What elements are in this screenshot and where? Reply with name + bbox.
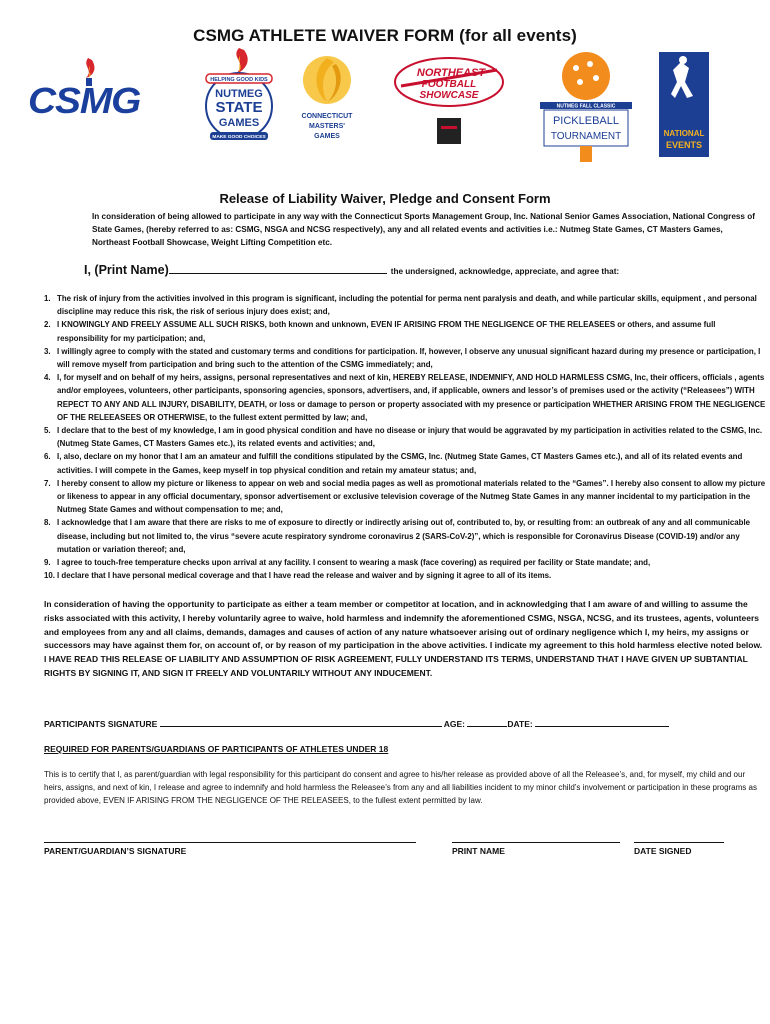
consideration-paragraph: [44, 598, 766, 681]
svg-text:GAMES: GAMES: [218, 117, 260, 129]
connecticut-masters-games-logo: [292, 52, 362, 152]
csmg-wordmark: CSMG: [28, 80, 141, 121]
pickleball-tournament-logo: [540, 50, 632, 162]
form-subtitle: Release of Liability Waiver, Pledge and Consent Form: [219, 191, 551, 206]
list-item: 10. I declare that I have personal medical coverage and that I have read the release and waiver and by signing it agree to all of its items.: [44, 571, 552, 581]
participant-signature-field[interactable]: [160, 717, 442, 727]
date-signed-label: DATE SIGNED: [634, 846, 692, 856]
print-name-suffix: the undersigned, acknowledge, appreciate, and agree that:: [390, 267, 620, 276]
svg-text:NUTMEG FALL CLASSIC: NUTMEG FALL CLASSIC: [556, 103, 616, 110]
print-name-field[interactable]: [169, 263, 387, 274]
list-item: 3. I willingly agree to comply with the stated and customary terms and conditions for participation. If, however, I observe any unusual significant hazard during my presence or participation, I will remove myself from participation and bring such to the attention of the CSMG immediately; and,: [44, 346, 761, 370]
age-field[interactable]: [467, 717, 507, 727]
participant-signature-label: PARTICIPANTS SIGNATURE: [44, 719, 158, 729]
parents-heading: REQUIRED FOR PARENTS/GUARDIANS OF PARTICIPANTS OF ATHLETES UNDER 18: [44, 744, 389, 754]
svg-text:NUTMEG: NUTMEG: [215, 88, 263, 100]
national-events-logo: [659, 52, 709, 157]
svg-text:NORTHEAST: NORTHEAST: [416, 67, 486, 79]
svg-text:CONNECTICUT: CONNECTICUT: [301, 113, 353, 120]
list-item: 2. I KNOWINGLY AND FREELY ASSUME ALL SUCH RISKS, both known and unknown, EVEN IF ARISING FROM THE NEGLIGENCE OF THE RELEASEES or others, and assume full responsibility for my participation; and,: [44, 320, 716, 343]
form-title: CSMG ATHLETE WAIVER FORM (for all events): [193, 26, 577, 45]
list-item: 1. The risk of injury from the activities involved in this program is significant, including the potential for perma nent paralysis and death, and while particular skills, equipment , and personal discipline may reduce this risk, the risk of serious injury does exist; and,: [44, 294, 757, 317]
svg-text:NATIONAL: NATIONAL: [663, 129, 705, 138]
parent-signature-field[interactable]: [44, 842, 416, 843]
list-item: 5. I declare that to the best of my knowledge, I am in good physical condition and have no disease or injury that would be aggravated by my participation in activities related to the CSMG, Inc. (Nutmeg State Games, CT Masters Games etc.), its related events and activities; and,: [44, 426, 763, 449]
print-name-label-bottom: PRINT NAME: [452, 846, 505, 856]
parent-signature-label: PARENT/GUARDIAN’S SIGNATURE: [44, 846, 187, 856]
consideration-caps: I HAVE READ THIS RELEASE OF LIABILITY AND ASSUMPTION OF RISK AGREEMENT, FULLY UNDERSTAND ITS TERMS, UNDERSTAND THAT I HAVE GIVEN UP SUBTANTIAL RIGHTS BY SIGNING IT, AND SIGN IT FREELY AND VOLUNTARILY WITHOUT ANY INDUCEMENT.: [44, 654, 748, 678]
date-field[interactable]: [535, 717, 669, 727]
age-label: AGE:: [443, 719, 466, 729]
list-item: 6. I, also, declare on my honor that I am an amateur and fulfill the conditions stipulated by the CSMG, Inc. (Nutmeg State Games, CT Masters Games etc.), and all of its related events and activities. I will compete in the Games, keep myself in top physical condition and retain my amateur status; and,: [44, 452, 743, 475]
list-item: 7. I hereby consent to allow my picture or likeness to appear on web and social media pages as well as promotional materials related to the “Games”. I hereby also consent to allow my picture or likeness to appear in any official documentary, sponsor advertisement or exclusive television coverage of the Nutmeg State Games in any manner incidental to my participation in the Nutmeg State Games and without compensation to me; and,: [44, 478, 766, 515]
consideration-text: In consideration of having the opportunity to participate as either a team member or competitor at location, and in acknowledging that I am aware of and willing to assume the risks associated with this activity, I hereby voluntarily agree to waive, hold harmless and indemnify the aforementioned CSMG, NSGA, NCSG, and its trustees, agents, volunteers and employees from any and all claims, demands, damages and causes of action of any nature whatsoever arising out of ordinary negligence which I, my heirs, my assigns or successors may have against them for, on account of, or by reason of my participation in the above activities. I indicate my agreement to this hold harmless elective noted below.: [44, 599, 763, 651]
print-name-label: I, (Print Name): [84, 263, 169, 277]
intro-paragraph: In consideration of being allowed to participate in any way with the Connecticut Sports Management Group, Inc. National Senior Games Association, National Congress of State Games, (hereby referred to as: CSMG, NSGA and NCSG respectively), any and all related events and activities i.e.: Nutmeg State Games, CT Masters Games, Northeast Football Showcase, Weight Lifting Competition etc.: [92, 212, 755, 247]
northeast-football-showcase-logo: [393, 56, 505, 151]
date-signed-field[interactable]: [634, 842, 724, 843]
participant-signature-row: [44, 717, 764, 729]
svg-text:STATE: STATE: [215, 99, 263, 116]
terms-list: [44, 292, 766, 582]
list-item: 9. I agree to touch-free temperature checks upon arrival at any facility. I consent to wearing a mask (face covering) as required per facility or State mandate; and,: [44, 558, 651, 568]
date-label: DATE:: [507, 719, 533, 729]
svg-text:FOOTBALL: FOOTBALL: [421, 79, 477, 90]
svg-text:SHOWCASE: SHOWCASE: [419, 90, 479, 101]
svg-text:TOURNAMENT: TOURNAMENT: [550, 131, 622, 142]
list-item: 4. I, for myself and on behalf of my heirs, assigns, personal representatives and next of kin, HEREBY RELEASE, INDEMNIFY, AND HOLD HARMLESS CSMG, Inc, their officers, officials , agents and/or employees, volunteers, other participants, sponsoring agencies, sponsors, advertisers, and, if applicable, owners and lessor’s of premises used or the activity (“Releasees”) WITH REPECT TO ANY AND ALL INJURY, DISABILITY, DEATH, or loss or damage to person or property associated with my presence or participation WHETHER ARISING FROM THE NEGLIGENCE OF THE RELEEASEES OR OTHERWISE, to the fullest extent permitted by law; and,: [44, 373, 766, 422]
csmg-logo: [28, 56, 141, 126]
svg-text:MASTERS': MASTERS': [309, 123, 345, 130]
nutmeg-state-games-logo: [200, 46, 278, 156]
svg-text:MAKE GOOD CHOICES: MAKE GOOD CHOICES: [212, 135, 266, 140]
svg-text:PICKLEBALL: PICKLEBALL: [552, 115, 620, 127]
certify-paragraph: This is to certify that I, as parent/guardian with legal responsibility for this participant do consent and agree to his/her release as provided above of all the Releasee’s, and, for myself, my child and our heirs, assigns, and next of kin, I release and agree to indemnify and hold harmless the Releasee’s from any and all liabilities incident to my minor child’s involvement or participation in these programs as provided above, EVEN IF ARISING FROM THE NEGLIGENCE OF THE RELEASEES, to the fullest extent permitted by law.: [44, 770, 757, 805]
svg-text:GAMES: GAMES: [314, 133, 340, 140]
print-name-field-bottom[interactable]: [452, 842, 620, 843]
svg-text:HELPING GOOD KIDS: HELPING GOOD KIDS: [210, 77, 268, 83]
svg-text:EVENTS: EVENTS: [665, 140, 703, 150]
print-name-row: [84, 263, 764, 277]
list-item: 8. I acknowledge that I am aware that there are risks to me of exposure to directly or indirectly arising out of, contributed to, by, or resulting from: an outbreak of any and all communicable disease, including but not limited to, the virus “severe acute respiratory syndrome coronavirus 2 (SARS-CoV-2)”, which is responsible for Coronavirus Disease (COVID-19) and/or any mutation or variation thereof; and,: [44, 518, 751, 554]
